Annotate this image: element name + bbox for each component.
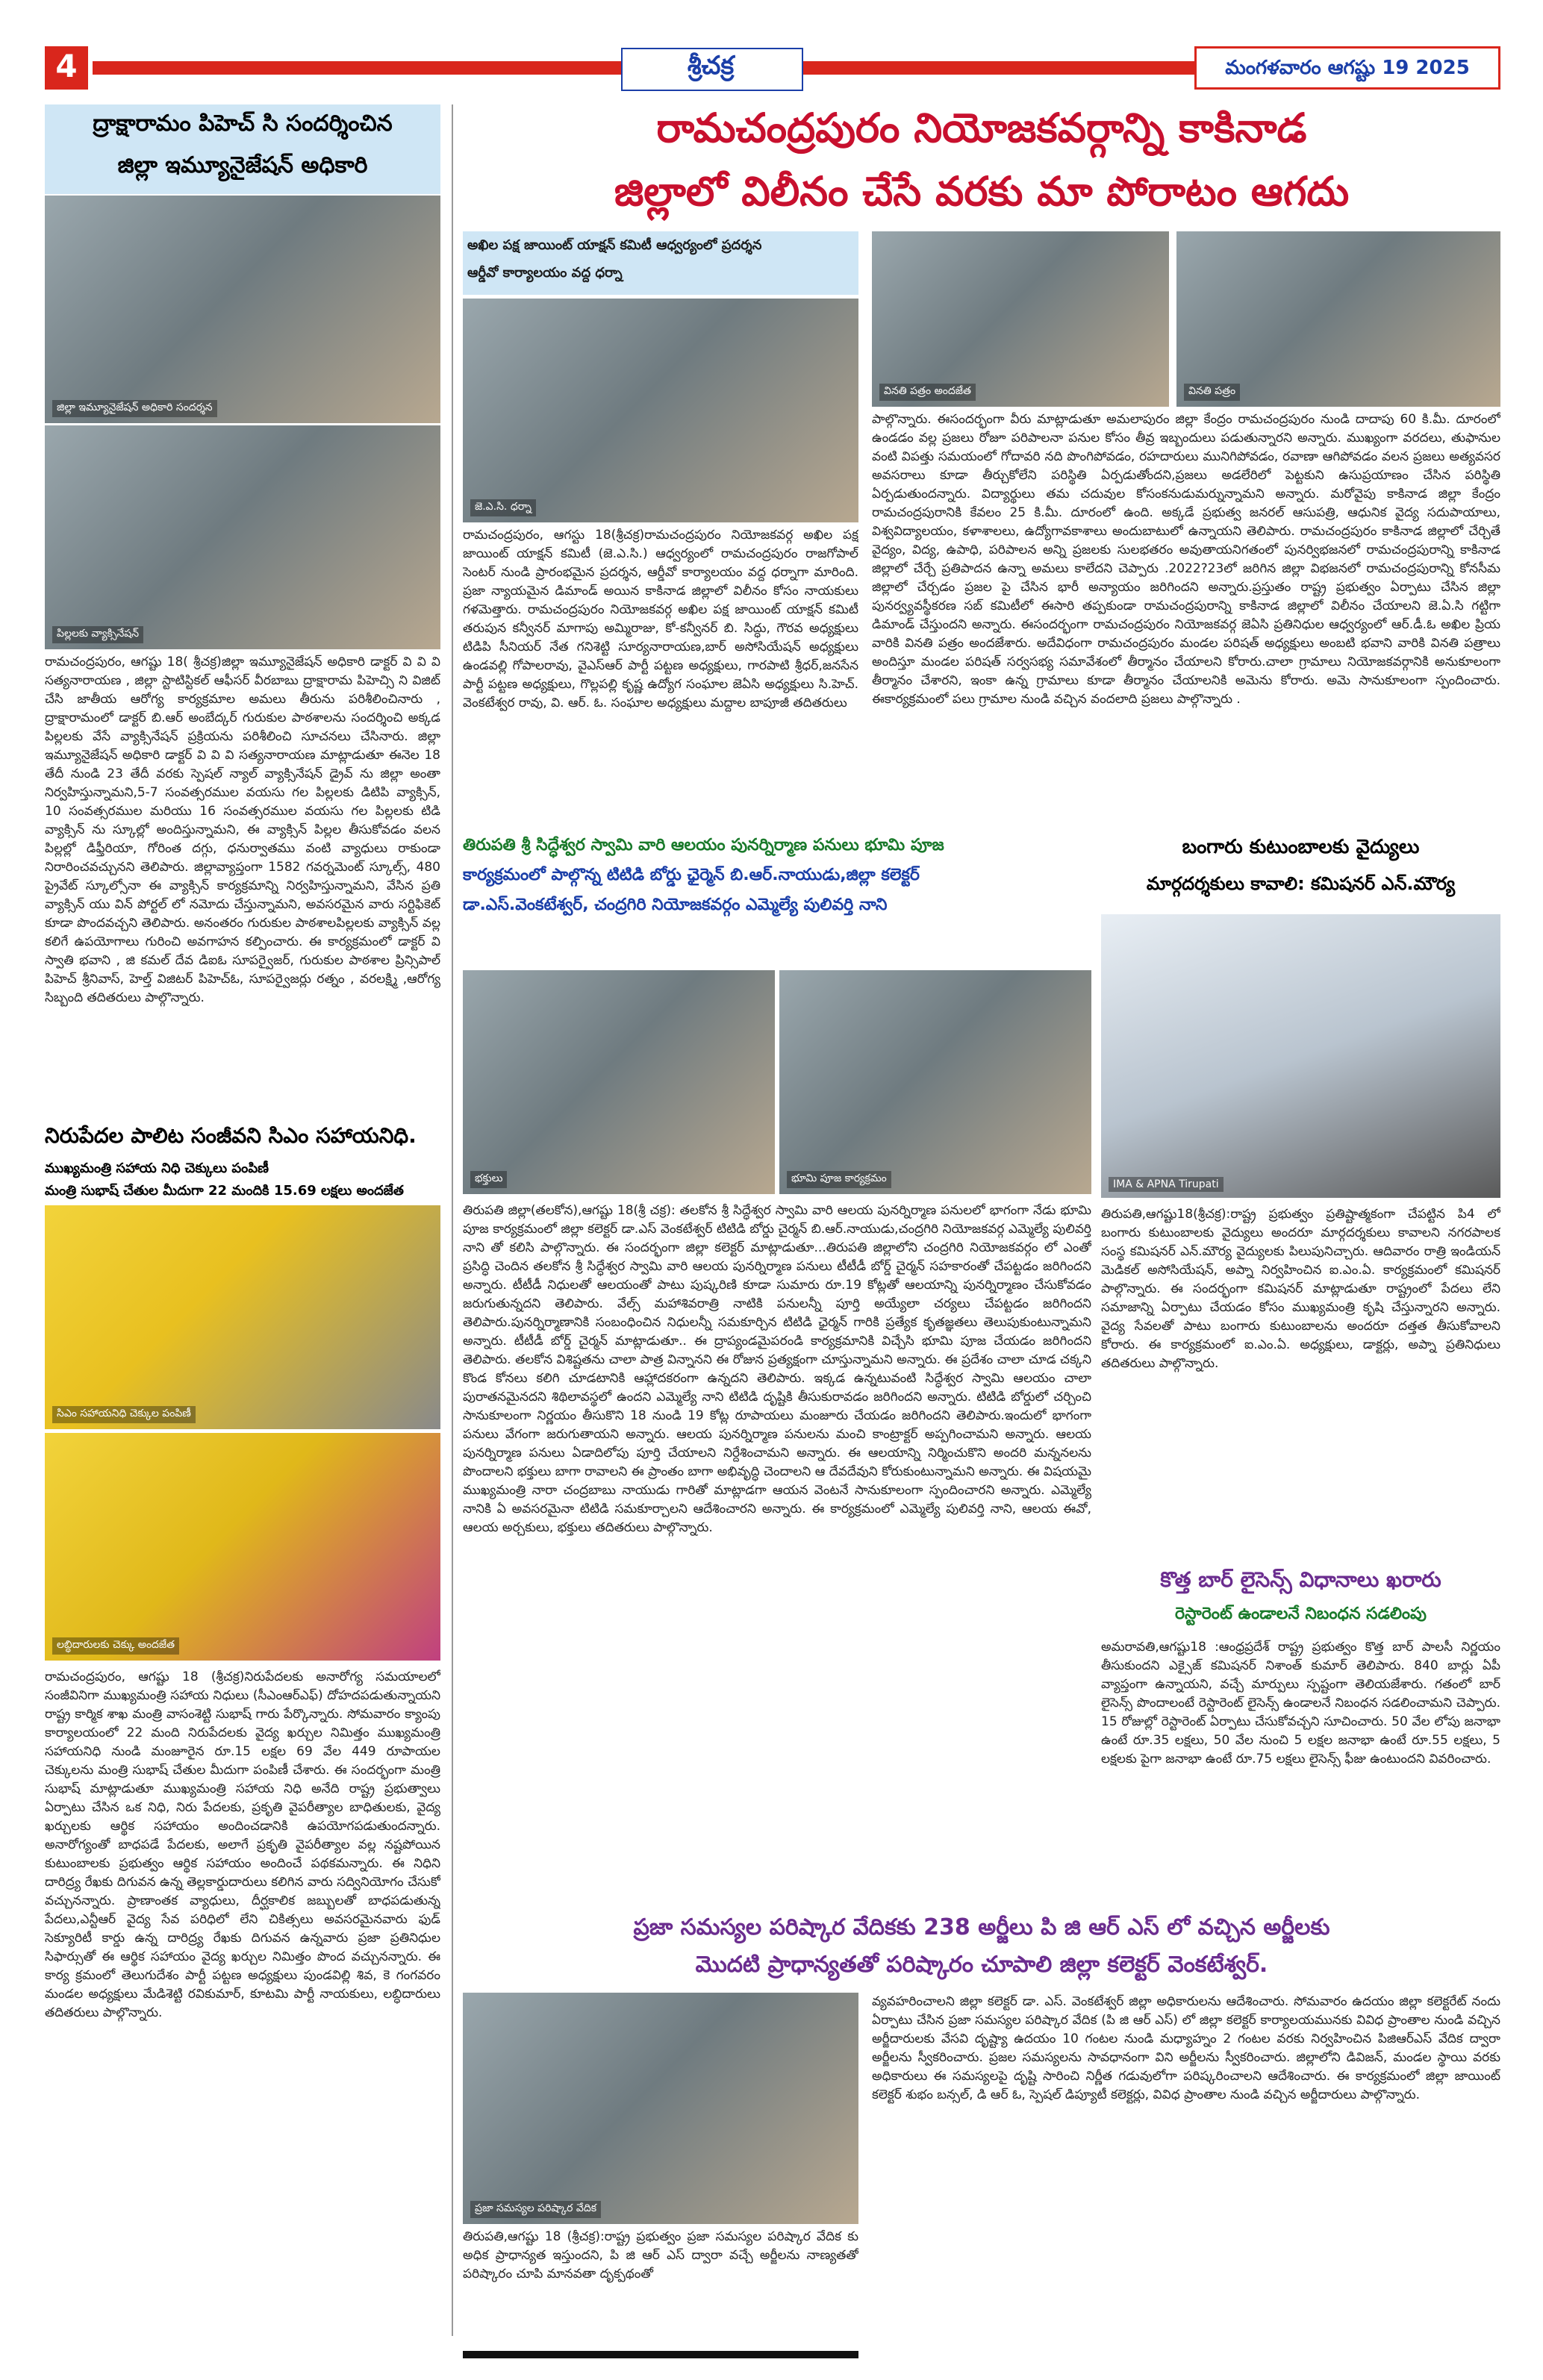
story-temple-headline-2: కార్యక్రమంలో పాల్గొన్న టిటిడి బోర్డు ఛైర్మెన్ బి.ఆర్.నాయుడు,జిల్లా కలెక్టర్ [463, 866, 920, 884]
photo-petition-2: వినతి పత్రం [1176, 231, 1500, 407]
story-pgrs-body-left: తిరుపతి,ఆగష్టు 18 (శ్రీచక్ర):రాష్ట్ర ప్రభుత్వం ప్రజా సమస్యల పరిష్కార వేదిక కు అధిక ప్రాధాన్యత ఇస్తుందని, పి జి ఆర్ ఎస్ ద్వారా వచ్చే అర్జీలను నాణ్యతతో పరిష్కారం చూపి మానవతా దృక్పథంతో [463, 2229, 858, 2281]
photo-pgrs: ప్రజా సమస్యల పరిష్కార వేదిక [463, 1993, 858, 2224]
story-immunization-headline-box [45, 104, 440, 194]
story-merger-body-left: రామచంద్రపురం, ఆగస్టు 18(శ్రీచక్ర)రామచంద్రపురం నియోజకవర్గ అఖిల పక్ష జాయింట్ యాక్షన్ కమిటీ (జె.ఎ.సి.) ఆధ్వర్యంలో రామచంద్రపురం రాజగోపాల్ సెంటర్ నుండి ప్రారంభమైన ప్రదర్శన, ఆర్డీవో కార్యాలయం వద్ద ధర్నాగా మారింది. ప్రజా న్యాయమైన డిమాండ్ అయిన కాకినాడ జిల్లాలో విలీనం కోసం నాయకులు గళమెత్తారు. రామచంద్రపురం నియోజకవర్గ అఖిల పక్ష జాయింట్ యాక్షన్ కమిటీ తరుపున కన్వీనర్ మాగాపు అమ్మిరాజు, కో-కన్వీనర్ బి. సిద్ధు, గౌరవ అధ్యక్షులు టిడిపి సీనియర్ నేత గనిశెట్టి సూర్యనారాయణ,బార్ అసోసియేషన్ అధ్యక్షులు ఉండవల్లి గోపాలరావు, వైఎస్ఆర్ పార్టీ పట్టణ అధ్యక్షులు, గారపాటి శ్రీధర్,జనసేన పార్టీ పట్టణ అధ్యక్షులు, గొల్లపల్లి కృష్ణ ఉద్యోగ సంఘాల జెఏసి అధ్యక్షులు సి.హెచ్. వెంకటేశ్వర రావు, వి. ఆర్. ఓ. సంఘాల అధ్యక్షులు మద్దాల బాపూజీ తదితరులు [463, 528, 858, 710]
story-merger-subhead-2: ఆర్డీవో కార్యాలయం వద్ద ధర్నా [467, 265, 623, 281]
photo-cmrf-beneficiary: లబ్ధిదారులకు చెక్కు అందజేత [45, 1433, 440, 1661]
story-bar-subhead: రెస్టారెంట్ ఉండాలనే నిబంధన సడలింపు [1175, 1605, 1427, 1623]
story-immunization-body: రామచంద్రపురం, ఆగష్టు 18( శ్రీచక్ర)జిల్లా ఇమ్యూనైజేషన్ అధికారి డాక్టర్ వి వి వి సత్యనారాయణ , జిల్లా స్టాటిస్టికల్ ఆఫీసర్ వీరబాబు ద్రాక్షారామ పిహెచ్సి ని విజిట్ చేసి జాతీయ ఆరోగ్య కార్యక్రమాల అమలు తీరును పరిశీలించినారు , ద్రాక్షారామంలో డాక్టర్ బి.ఆర్ అంబేద్కర్ గురుకుల పాఠశాలను సందర్శించి అక్కడ పిల్లలకు వేసే వ్యాక్సినేషన్ ప్రక్రియను పరిశీలించి సూచనలు చేసినారు. జిల్లా ఇమ్యూనైజేషన్ అధికారి డాక్టర్ వి వి వి సత్యనారాయణ మాట్లాడుతూ ఈనెల 18 తేదీ నుండి 23 తేదీ వరకు స్పెషల్ న్యాల్ వ్యాక్సినేషన్ డ్రైవ్ ను జిల్లా అంతా నిర్వహిస్తున్నామని,5-7 సంవత్సరముల వయసు గల పిల్లలకు డిటిపి వ్యాక్సిన్, 10 సంవత్సరముల మరియు 16 సంవత్సరముల వయసు గల పిల్లలకు టిడి వ్యాక్సిన్ ను స్కూల్లో అందిస్తున్నామని, ఈ వ్యాక్సిన్ పిల్లల తీసుకోవడం వలన పిల్లల్లో డిఫ్తీరియా, గోరింత దగ్గు, ధనుర్వాతము వంటి వ్యాధులు రాకుండా నిరారించవచ్చునని తెలిపారు. జిల్లావ్యాప్తంగా 1582 గవర్నమెంట్ స్కూల్స్, 480 ప్రైవేట్ స్కూల్సోనా ఈ వ్యాక్సిన్ కార్యక్రమాన్ని నిర్వహిస్తున్నామని, వేసిన ప్రతి వ్యాక్సిన్ యు విన్ పోర్టల్ లో నమోదు చేస్తున్నామని, అవసరమైన వారు సర్టిఫికెట్ కూడా పొందవచ్చని తెలిపారు. అనంతరం గురుకుల పాఠశాలపిల్లలకు వ్యాక్సిన్ వల్ల కలిగే ఉపయోగాలు గురించి అవగాహన కల్పించారు. ఈ కార్యక్రమంలో డాక్టర్ వి స్వాతి భవాని , జి కమల్ దేవ డిఐఓ సూపర్వైజర్, గురుకుల పాఠశాల ప్రిన్సిపాల్ పిహెచ్ శ్రీనివాస్, హెల్త్ విజిటర్ పిహెచ్ఓ, సూపర్వైజర్లు రత్నం , వరలక్ష్మి ,ఆరోగ్య సిబ్బంది తదితరులు పాల్గొన్నారు. [45, 655, 440, 1005]
story-pgrs-headline-2: మొదటి ప్రాధాన్యతతో పరిష్కారం చూపాలి జిల్లా కలెక్టర్ వెంకటేశ్వర్. [695, 1952, 1268, 1978]
story-temple-headline-1: తిరుపతి శ్రీ సిద్ధేశ్వర స్వామి వారి ఆలయం పునర్నిర్మాణ పనులు భూమి పూజ [463, 836, 944, 855]
photo-petition-1: వినతి పత్రం అందజేత [872, 231, 1169, 407]
story-immunization-headline-1: ద్రాక్షారామం పిహెచ్ సి సందర్శించిన [93, 110, 393, 137]
photo-ima-apna: IMA & APNA Tirupati [1101, 914, 1500, 1198]
photo-jac-dharna: జె.ఎ.సి. ధర్నా [463, 299, 858, 522]
story-doctors-headline-1: బంగారు కుటుంబాలకు వైద్యులు [1182, 836, 1420, 858]
issue-date: మంగళవారం ఆగష్టు 19 2025 [1225, 57, 1470, 79]
photo-vaccination: పిల్లలకు వ్యాక్సినేషన్ [45, 425, 440, 649]
story-merger-subhead-1: అఖిల పక్ష జాయింట్ యాక్షన్ కమిటీ ఆధ్వర్యంలో ప్రదర్శన [467, 237, 762, 253]
logo: శ్రీచక్ర [687, 51, 735, 81]
story-merger-headline-1: రామచంద్రపురం నియోజకవర్గాన్ని కాకినాడ [656, 104, 1307, 152]
story-merger-subhead-box [463, 231, 858, 295]
story-pgrs-headline-1: ప్రజా సమస్యల పరిష్కార వేదికకు 238 అర్జీలు పి జి ఆర్ ఎస్ లో వచ్చిన అర్జీలకు [633, 1914, 1330, 1940]
story-merger-headline-2: జిల్లాలో విలీనం చేసే వరకు మా పోరాటం ఆగదు [614, 168, 1350, 215]
story-cmrf-body: రామచంద్రపురం, ఆగష్టు 18 (శ్రీచక్ర)నిరుపేదలకు అనారోగ్య సమయాలలో సంజీవినిగా ముఖ్యమంత్రి సహాయ నిధులు (సీఎంఆర్ఎఫ్) దోహదపడుతున్నాయని రాష్ట్ర కార్మిక శాఖ మంత్రి వాసంశెట్టి సుభాష్ గారు పేర్కొన్నారు. సోమవారం క్యాంపు కార్యాలయంలో 22 మంది నిరుపేదలకు వైద్య ఖర్చుల నిమిత్తం ముఖ్యమంత్రి సహాయనిధి నుండి మంజూరైన రూ.15 లక్షల 69 వేల 449 రూపాయల చెక్కులను మంత్రి సుభాష్ చేతుల మీదుగా పంపిణీ చేశారు. ఈ సందర్భంగా మంత్రి సుభాష్ మాట్లాడుతూ ముఖ్యమంత్రి సహాయ నిధి అనేది రాష్ట్ర ప్రభుత్వాలు ఏర్పాటు చేసిన ఒక నిధి, నిరు పేదలకు, ప్రకృతి వైపరీత్యాల బాధితులకు, వైద్య ఖర్చులకు ఆర్థిక సహాయం అందించడానికి ఉపయోగపడుతుందన్నారు. అనారోగ్యంతో బాధపడే పేదలకు, అలాగే ప్రకృతి వైపరీత్యాల వల్ల నష్టపోయిన కుటుంబాలకు ప్రభుత్వం ఆర్థిక సహాయం అందించే పథకమన్నారు. ఈ నిధిని దారిద్ర్య రేఖకు దిగువన ఉన్న తెల్లకార్డుదారులు కలిగిన వారు సద్వినియోగం చేసుకో వచ్చునన్నారు. ప్రాణాంతక వ్యాధులు, దీర్ఘకాలిక జబ్బులతో బాధపడుతున్న పేదలు,ఎన్టీఆర్ వైద్య సేవ పరిధిలో లేని చికిత్సలు అవసరమైనవారు ఫుడ్ సెక్యూరిటీ కార్డు ఉన్న దారిద్ర్య రేఖకు దిగువన ఉన్నవారు ప్రజా ప్రతినిధుల సిఫార్సుతో ఈ ఆర్థిక సహాయం వైద్య ఖర్చుల నిమిత్తం పొంద వచ్చునన్నారు. ఈ కార్య క్రమంలో తెలుగుదేశం పార్టీ పట్టణ అధ్యక్షులు పుండవిల్లి శివ, కె గంగవరం మండల అధ్యక్షులు మేడిశెట్టి రవికుమార్, కూటమి పార్టీ నాయకులు, లబ్ధిదారులు తదితరులు పాల్గొన్నారు. [45, 1670, 440, 2020]
story-bar-headline: కొత్త బార్ లైసెన్స్ విధానాలు ఖరారు [1160, 1567, 1441, 1592]
story-pgrs-body-right: వ్యవహరించాలని జిల్లా కలెక్టర్ డా. ఎస్. వెంకటేశ్వర్ జిల్లా అధికారులను ఆదేశించారు. సోమవారం ఉదయం జిల్లా కలెక్టరేట్ నందు ఏర్పాటు చేసిన ప్రజా సమస్యల పరిష్కార వేదిక (పి జి ఆర్ ఎస్) లో జిల్లా కలెక్టర్ కార్యాలయమునకు వివిధ ప్రాంతాల నుండి వచ్చిన అర్జీదారులకు వేసవి దృష్ట్యా ఉదయం 10 గంటల నుండి మధ్యాహ్నం 2 గంటల వరకు నిర్వహించిన పిజిఆర్ఎస్ వేదిక ద్వారా అర్జీలను స్వీకరించారు. ప్రజల సమస్యలను సావధానంగా విని అర్జీలను స్వీకరించారు. జిల్లాలోని డివిజన్, మండల స్థాయి వరకు అధికారులు ఈ సమస్యలపై దృష్టి సారించి నిర్ణీత గడువులోగా పరిష్కరించాలని ఆదేశించారు. ఈ కార్యక్రమంలో జిల్లా జాయింట్ కలెక్టర్ శుభం బన్సల్, డి ఆర్ ఓ, స్పెషల్ డిప్యూటీ కలెక్టర్లు, వివిధ ప్రాంతాల నుండి వచ్చిన అర్జీదారులు పాల్గొన్నారు. [872, 1994, 1500, 2102]
story-immunization-headline-2: జిల్లా ఇమ్యూనైజేషన్ అధికారి [117, 152, 368, 178]
story-bar-body: అమరావతి,ఆగష్టు18 :ఆంధ్రప్రదేశ్ రాష్ట్ర ప్రభుత్వం కొత్త బార్ పాలసీ నిర్ణయం తీసుకుందని ఎక్సైజ్ కమిషనర్ నిశాంత్ కుమార్ తెలిపారు. 840 బార్లు ఏపీ వ్యాప్తంగా ఉన్నాయని, వచ్చే మార్పులు స్పష్టంగా తెలియజేశారు. గతంలో బార్ లైసెన్స్ పొందాలంటే రెస్టారెంట్ లైసెన్స్ ఉండాలనే నిబంధన సడలించామని చెప్పారు. 15 రోజుల్లో రెస్టారెంట్ ఏర్పాటు చేసుకోవచ్చని సూచించారు. 50 వేల లోపు జనాభా ఉంటే రూ.35 లక్షలు, 50 వేల నుంచి 5 లక్షల జనాభా ఉంటే రూ.55 లక్షలు, 5 లక్షలకు పైగా జనాభా ఉంటే రూ.75 లక్షలు లైసెన్స్ ఫీజు ఉంటుందని వివరించారు. [1101, 1640, 1500, 1767]
story-merger-body-right: పాల్గొన్నారు. ఈసందర్భంగా వీరు మాట్లాడుతూ అమలాపురం జిల్లా కేంద్రం రామచంద్రపురం నుండి దాదాపు 60 కి.మీ. దూరంలో ఉండడం వల్ల ప్రజలు రోజూ పరిపాలనా పనుల కోసం తీవ్ర ఇబ్బందులు పడుతున్నారని అన్నారు. ముఖ్యంగా వరదలు, తుఫానుల వంటి విపత్తు సమయంలో గోదావరి నది పొంగిపోవడం, రహదారులు మునిగిపోవడం, రవాణా ఆగిపోవడం వలన ప్రజలు అత్యవసర అవసరాలు కూడా తీర్చుకోలేని పరిస్థితి ఏర్పడుతోందని,ప్రజలు అడలేరిలో పెట్టకుని ఉసుప్రయాణం చేసిన పరిస్థితి ఏర్పడుతుందన్నారు. విద్యార్థులు తమ చదువుల కోసంకనుడుమర్నున్నామని అన్నారు. మరోవైపు కాకినాడ జిల్లా కేంద్రం రామచంద్రపురానికి కేవలం 25 కి.మీ. దూరంలో ఉంది. అక్కడే ప్రభుత్వ జనరల్ ఆసుపత్రి, ఆధునిక వైద్య సదుపాయాలు, విశ్వవిద్యాలయం, కళాశాలలు, ఉద్యోగావకాశాలు అందుబాటులో ఉన్నాయని తెలిపారు. రామచంద్రపురం కాకినాడ జిల్లాలో చేర్చితే వైద్యం, విద్య, ఉపాధి, పరిపాలన అన్ని ప్రజలకు సులభతరం అవుతాయనిగతంలో పునర్విభజనలో రామచంద్రపురాన్ని కాకినాడ జిల్లాలో చేర్చే ప్రతిపాదన ఉన్నా అమలు కాలేదని చెప్పారు .2022?23లో జరిగిన జిల్లా విభజనలో రామచంద్రపురాన్ని కోనసీమ జిల్లాలో చేర్చడం ప్రజల పై చేసిన భారీ అన్యాయం జరిగిందని అన్నారు.ప్రస్తుతం రాష్ట్ర ప్రభుత్వం ఏర్పాటు చేసిన జిల్లా పునర్వ్యవస్థీకరణ సబ్ కమిటీలో ఈసారి తప్పకుండా రామచంద్రపురాన్ని కాకినాడ జిల్లాలో విలీనం చేయాలని జె.ఏ.సి గట్టిగా డిమాండ్ చేస్తుందని అన్నారు. ఈసందర్భంగా రామచంద్రపురం నియోజకవర్గ జెఏసి ప్రతినిధుల ఆధ్వర్యంలో ఆర్.డీ.ఓ అఖిల ప్రియ వారికి వినతి పత్రం అందజేశారు. అదేవిధంగా రామచంద్రపురం మండల పరిషత్ అధ్యక్షులు అంబటి భవాని వారికి వినతి పత్రాలు అందిస్తూ మండల పరిషత్ సర్వసభ్య సమావేశంలో తీర్మానం చేయాలని కోరారు.చాలా గ్రామాలు నియోజకవర్గానికి అనుకూలంగా తీర్మానం చేశారని, ఇంకా ఉన్న గ్రామాలు కూడా తీర్మానం చేయాలనికి అమెను కోరారు. అమె సానుకూలంగా స్పందించారు. ఈకార్యక్రమంలో పలు గ్రామాల నుండి వచ్చిన వందలాది ప్రజలు పాల్గొన్నారు . [872, 412, 1500, 707]
page-number: 4 [55, 48, 78, 84]
story-cmrf-subhead-1: ముఖ్యమంత్రి సహాయ నిధి చెక్కులు పంపిణీ [45, 1161, 269, 1176]
photo-ttd-chairman: భూమి పూజ కార్యక్రమం [779, 970, 1091, 1194]
story-cmrf-headline: నిరుపేదల పాలిట సంజీవని సిఎం సహాయనిధి. [45, 1123, 417, 1148]
story-temple-headline-3: డా.ఎస్.వెంకటేశ్వర్, చంద్రగిరి నియోజకవర్గం ఎమ్మెల్యే పులివర్తి నాని [463, 896, 888, 914]
story-cmrf-subhead-2: మంత్రి సుభాష్ చేతుల మీదుగా 22 మందికి 15.69 లక్షలు అందజేత [45, 1183, 404, 1199]
story-doctors-body: తిరుపతి,ఆగష్టు18(శ్రీచక్ర):రాష్ట్ర ప్రభుత్వం ప్రతిష్టాత్మకంగా చేపట్టిన పి4 లో బంగారు కుటుంబాలకు వైద్యులు అందరూ మార్గదర్శకులు కావాలని నగరపాలక సంస్థ కమిషనర్ ఎన్.మౌర్య వైద్యులకు పిలుపునిచ్చారు. ఆదివారం రాత్రి ఇండియన్ మెడికల్ అసోసియేషన్, అప్నా నిర్వహించిన ఐ.ఎం.ఏ. కార్యక్రమంలో కమిషనర్ పాల్గొన్నారు. ఈ సందర్భంగా కమిషనర్ మాట్లాడుతూ రాష్ట్రంలో పేదలు లేని సమాజాన్ని ఏర్పాటు చేయడం కోసం ముఖ్యమంత్రి కృషి చేస్తున్నారని అన్నారు. వైద్య సేవలతో పాటు బంగారు కుటుంబాలను అందరూ దత్తత తీసుకోవాలని కోరారు. ఈ కార్యక్రమంలో ఐ.ఎం.ఏ. అధ్యక్షులు, డాక్టర్లు, అప్నా ప్రతినిధులు తదితరులు పాల్గొన్నారు. [1101, 1207, 1500, 1371]
story-temple-body: తిరుపతి జిల్లా(తలకోన),ఆగష్టు 18(శ్రీ చక్ర): తలకోన శ్రీ సిద్ధేశ్వర స్వామి వారి ఆలయ పునర్నిర్మాణ పనులలో భాగంగా నేడు భూమి పూజ కార్యక్రమంలో జిల్లా కలెక్టర్ డా.ఎస్ వెంకటేశ్వర్ టిటిడి బోర్డు చైర్మన్ బి.ఆర్.నాయుడు,చంద్రగిరి నియోజకవర్గ ఎమ్మెల్యే పులివర్తి నాని తో కలిసి పాల్గొన్నారు. ఈ సందర్భంగా జిల్లా కలెక్టర్ మాట్లాడుతూ...తిరుపతి జిల్లాలోని చంద్రగిరి నియోజకవర్గం లో ఎంతో ప్రసిద్ధి చెందిన తలకోన శ్రీ సిద్ధేశ్వర స్వామి వారి ఆలయ పునర్నిర్మాణ పనులు టీటీడీ బోర్డ్ చైర్మన్ సహకారంతో చేపట్టడం జరిగిందని అన్నారు. టీటీడీ నిధులతో ఆలయంతో పాటు పుష్కరిణి కూడా సుమారు రూ.19 కోట్లతో ఆలయాన్ని పునర్నిర్మాణం చేసుకోవడం జరుగుతున్నదని తెలిపారు. వేల్స్ మహాశివరాత్రి నాటికి పనులన్నీ పూర్తి అయ్యేలా చర్యలు చేపట్టడం జరిగిందని తెలిపారు.పునర్నిర్మాణానికి సంబంధించిన నిధులన్నీ సమకూర్చిన టిటిడి ఛైర్మన్ గారికి ప్రత్యేక కృతజ్ఞతలు తెలుపుకుంటున్నామని అన్నారు. టీటీడీ బోర్డ్ చైర్మన్ మాట్లాడుతూ.. ఈ ద్రాప్యండమైపరండి కార్యక్రమానికి విచ్చేసి భూమి పూజ చేయడం జరిగిందని తెలిపారు. తలకోన విశిష్టతను చాలా పాత్ర విన్నానని ఈ రోజున ప్రత్యక్షంగా చూస్తున్నామని అన్నారు. ఈ ప్రదేశం చాలా చూడ చక్కని కొండ కోనలు కలిగి చూడటానికి ఆహ్లాదకరంగా ఉన్నదని తెలిపారు. ఇక్కడ ఉన్నటువంటి సిద్ధేశ్వర స్వామి ఆలయం చాలా పురాతనమైనదని శిథిలావస్థలో ఉందని ఎమ్మెల్యే నాని టిటిడి దృష్టికి తీసుకురావడం జరిగిందని అన్నారు. టిటిడి బోర్డులో చర్చించి సానుకూలంగా నిర్ణయం తీసుకొని 18 నుండి 19 కోట్ల రూపాయలు మంజూరు చేయడం జరిగిందని తెలిపారు.ఇందులో భాగంగా పనులు వేగంగా జరుగుతాయని అన్నారు. ఆలయ పునర్నిర్మాణ పనులను మంచి కాంట్రాక్టర్ అప్పగించామని అన్నారు. ఆలయ పునర్నిర్మాణ పనులు ఏడాదిలోపు పూర్తి చేయాలని నిర్దేశించామని అన్నారు. ఈ ఆలయాన్ని నిర్మించుకొని అందరి మన్ననలను పొందాలని భక్తులు బాగా రావాలని ఈ ప్రాంతం బాగా అభివృద్ధి చెందాలని ఆ దేవదేవుని కోరుకుంటున్నామని అన్నారు. ఈ విషయమై ముఖ్యమంత్రి నారా చంద్రబాబు నాయుడు గారితో మాట్లాడగా ఆయన వెంటనే సానుకూలంగా స్పందించారని అన్నారు. ఎమ్మెల్యే నానికి ఏ అవసరమైనా టిటిడి సమకూర్చాలని ఆదేశించారని అన్నారు. ఈ కార్యక్రమంలో ఎమ్మెల్యే పులివర్తి నాని, ఆలయ ఈవో, ఆలయ అర్చకులు, భక్తులు తదితరులు పాల్గొన్నారు. [463, 1203, 1091, 1535]
story-doctors-headline-2: మార్గదర్శకులు కావాలి: కమిషనర్ ఎన్.మౌర్య [1146, 873, 1456, 894]
photo-bhoomi-puja: భక్తులు [463, 970, 775, 1194]
photo-cmrf-cheques: సిఎం సహాయనిధి చెక్కుల పంపిణీ [45, 1205, 440, 1429]
column-divider-left [452, 104, 453, 2336]
photo-immunization-officer: జిల్లా ఇమ్యూనైజేషన్ అధికారి సందర్శన [45, 196, 440, 423]
masthead [45, 46, 1500, 90]
footer-bar [463, 2351, 858, 2358]
